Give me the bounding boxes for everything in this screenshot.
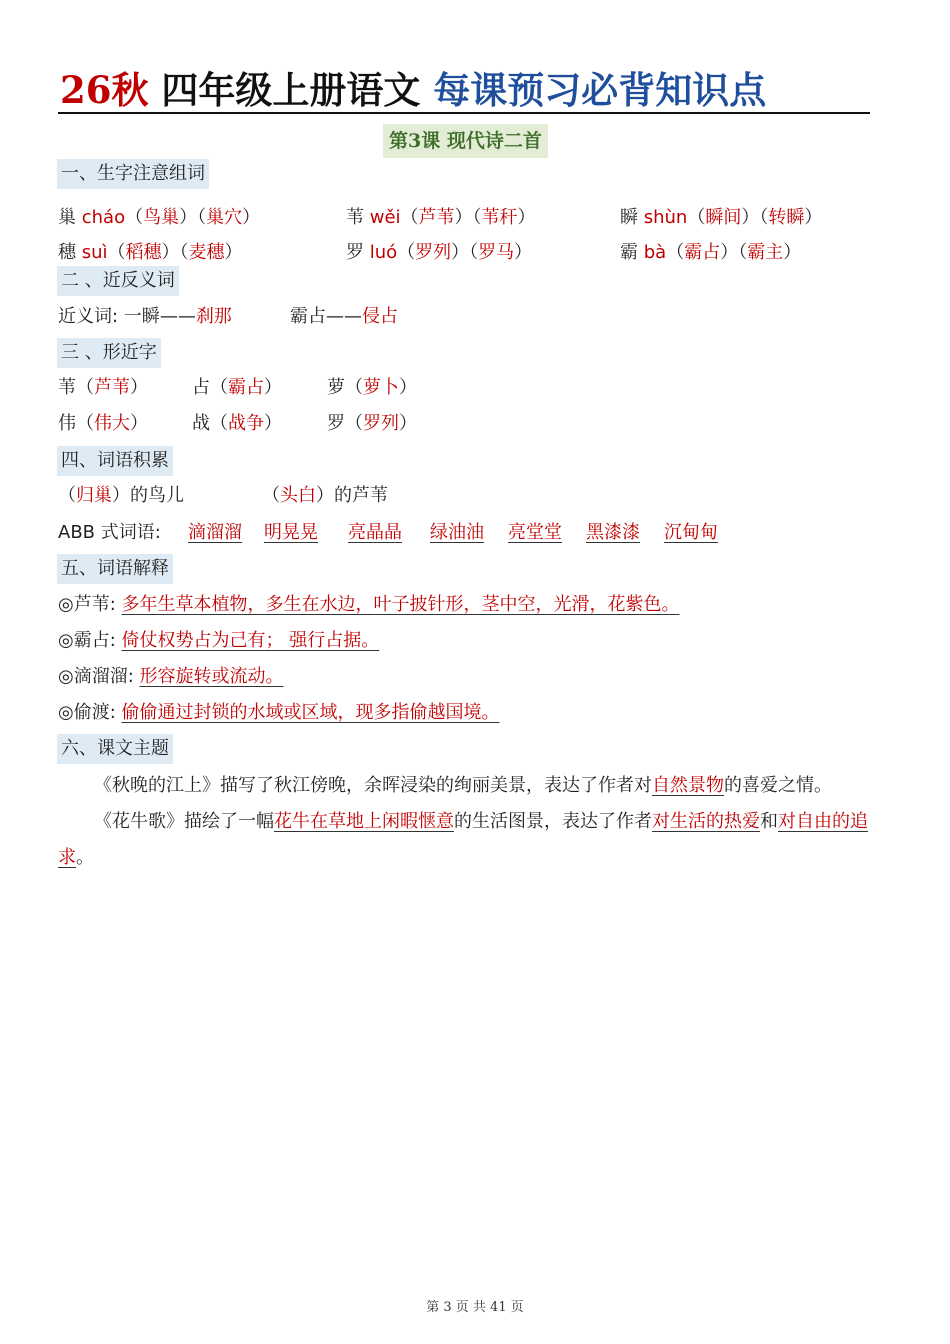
theme-keyword: 花牛在草地上闲暇惬意 (274, 811, 454, 832)
abb-word: 沉甸甸 (664, 522, 718, 543)
explanation-item: ◎芦苇: 多年生草本植物，多生在水边，叶子披针形，茎中空，光滑，花紫色。 (58, 594, 680, 615)
similar-item: 战（战争） (192, 413, 282, 434)
theme-paragraph: 《秋晚的江上》描写了秋江傍晚，余晖浸染的绚丽美景，表达了作者对自然景物的喜爱之情。 (94, 775, 832, 796)
abb-word: 黑漆漆 (586, 522, 640, 543)
page-number: 第 3 页 共 41 页 (426, 1300, 524, 1315)
vocab-item: 穗 suì（稻穗）（麦穗） (58, 242, 243, 263)
lesson-title: 第3课 现代诗二首 (383, 124, 548, 158)
similar-item: 占（霸占） (192, 377, 282, 398)
theme-paragraph: 《花牛歌》描绘了一幅花牛在草地上闲暇惬意的生活图景，表达了作者对生活的热爱和对自由的追求。 (58, 811, 868, 868)
explanation-item: ◎滴溜溜: 形容旋转或流动。 (58, 666, 284, 687)
explanation-definition: 形容旋转或流动。 (139, 666, 284, 687)
vocab-item: 巢 cháo（鸟巢）（巢穴） (58, 207, 261, 228)
similar-item: 萝（萝卜） (327, 377, 417, 398)
vocab-item: 瞬 shùn（瞬间）（转瞬） (620, 207, 823, 228)
similar-item: 罗（罗列） (327, 413, 417, 434)
explanation-definition: 多年生草本植物，多生在水边，叶子披针形，茎中空，光滑，花紫色。 (121, 594, 680, 615)
section-heading-explanations: 五、词语解释 (57, 554, 173, 584)
explanation-definition: 倚仗权势占为己有； 强行占据。 (121, 630, 380, 651)
section-heading-vocab: 一、生字注意组词 (57, 159, 209, 189)
document-page: 26秋 四年级上册语文 每课预习必背知识点 第3课 现代诗二首 一、生字注意组词 巢 cháo（鸟巢）（巢穴） 苇 wěi（芦苇）（苇秆） 瞬 shùn（瞬间）（转瞬） 穗 suì（稻穗）（麦穗） 罗 luó（罗列）（罗马） 霸 bà（霸占）（霸主） 二 、近反义词 近义词: 一瞬——刹那 霸占——侵占 三 、形近字 苇（芦苇） 占（霸占） 萝（萝卜） 伟（伟大） 战（战争） 罗（罗列） 四、词语积累 （归巢）的鸟儿 （头白）的芦苇 ABB 式词语: 滴溜溜 明晃晃 亮晶晶 绿油油 亮堂堂 黑漆漆 沉甸甸 五、词语解释 ◎芦苇: 多年生草本植物，多生在水边，叶子披针形，茎中空，光滑，花紫色。 ◎霸占: 倚仗权势占为己有； 强行占据。 ◎滴溜溜: 形容旋转或流动。 ◎偷渡: 偷偷通过封锁的水域或区域，现多指偷越国境。 六、课文主题 《秋晚的江上》描写了秋江傍晚，余晖浸染的绚丽美景，表达了作者对自然景物的喜爱之情。 《花牛歌》描绘了一幅花牛在草地上闲暇惬意的生活图景，表达了作者对生活的热爱和对自由的追求。 第 3 页 共 41 页 (0, 0, 950, 1344)
vocab-item: 霸 bà（霸占）（霸主） (620, 242, 802, 263)
explanation-item: ◎偷渡: 偷偷通过封锁的水域或区域，现多指偷越国境。 (58, 702, 500, 723)
explanation-item: ◎霸占: 倚仗权势占为己有； 强行占据。 (58, 630, 380, 651)
explanation-definition: 偷偷通过封锁的水域或区域，现多指偷越国境。 (121, 702, 500, 723)
theme-keyword: 对自由的追求 (58, 811, 868, 868)
abb-word: 明晃晃 (264, 522, 318, 543)
title-divider (58, 112, 870, 114)
theme-keyword: 对生活的热爱 (652, 811, 760, 832)
vocab-item: 罗 luó（罗列）（罗马） (346, 242, 533, 263)
page-title (60, 66, 870, 114)
section-heading-similar-chars: 三 、形近字 (57, 338, 161, 368)
vocab-item: 苇 wěi（芦苇）（苇秆） (346, 207, 536, 228)
abb-word: 亮堂堂 (508, 522, 562, 543)
similar-item: 伟（伟大） (58, 413, 148, 434)
section-heading-synonyms: 二 、近反义词 (57, 266, 179, 296)
synonym-label: 近义词: (58, 306, 119, 327)
section-heading-theme: 六、课文主题 (57, 734, 173, 764)
theme-text (58, 768, 890, 876)
synonym-answer: 侵占 (362, 306, 398, 327)
section-heading-accumulation: 四、词语积累 (57, 446, 173, 476)
title-topic: 每课预习必背知识点 (433, 68, 767, 112)
synonym-answer: 刹那 (195, 306, 232, 327)
abb-label: ABB 式词语: (58, 522, 161, 543)
theme-keyword: 自然景物 (652, 775, 724, 796)
similar-item: 苇（芦苇） (58, 377, 148, 398)
title-season: 26秋 (60, 68, 149, 112)
title-grade: 四年级上册语文 (161, 68, 421, 112)
phrase-item: （头白）的芦苇 (262, 485, 388, 506)
abb-word: 绿油油 (430, 522, 484, 543)
phrase-item: （归巢）的鸟儿 (58, 485, 184, 506)
abb-word: 亮晶晶 (348, 522, 402, 543)
abb-word: 滴溜溜 (188, 522, 242, 543)
